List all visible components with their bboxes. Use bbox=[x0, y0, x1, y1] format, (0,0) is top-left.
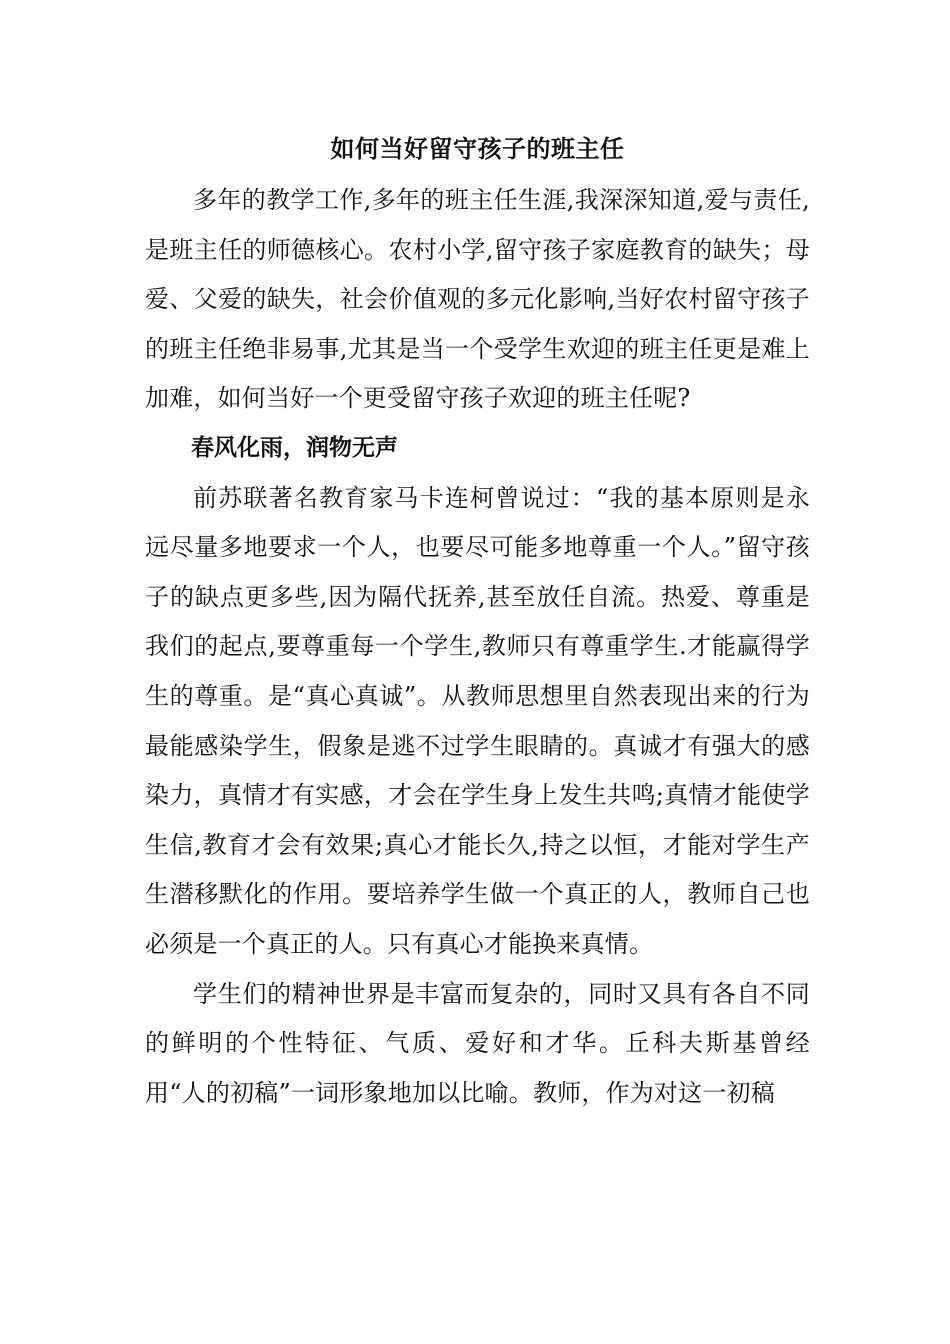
intro-paragraph: 多年的教学工作,多年的班主任生涯,我深深知道,爱与责任,是班主任的师德核心。农村小学,留守孩子家庭教育的缺失；母爱、父爱的缺失，社会价值观的多元化影响,当好农村留守孩子的班主任绝非易事,尤其是当一个受学生欢迎的班主任更是难上加难，如何当好一个更受留守孩子欢迎的班主任呢? bbox=[145, 186, 810, 413]
document-page bbox=[145, 128, 810, 1118]
section-paragraph-1: 前苏联著名教育家马卡连柯曾说过：“我的基本原则是永远尽量多地要求一个人，也要尽可能多地尊重一个人。”留守孩子的缺点更多些,因为隔代抚养,甚至放任自流。热爱、尊重是我们的起点,要尊重每一个学生,教师只有尊重学生.才能赢得学生的尊重。是“真心真诚”。从教师思想里自然表现出来的行为最能感染学生，假象是逃不过学生眼睛的。真诚才有强大的感染力，真情才有实感，才会在学生身上发生共鸣;真情才能使学生信,教育才会有效果;真心才能长久,持之以恒，才能对学生产生潜移默化的作用。要培养学生做一个真正的人，教师自己也必须是一个真正的人。只有真心才能换来真情。 bbox=[145, 483, 810, 958]
section-heading: 春风化雨，润物无声 bbox=[191, 434, 398, 461]
section-paragraph-2: 学生们的精神世界是丰富而复杂的，同时又具有各自不同的鲜明的个性特征、气质、爱好和才华。丘科夫斯基曾经用“人的初稿”一词形象地加以比喻。教师，作为对这一初稿 bbox=[145, 979, 810, 1107]
document-title: 如何当好留守孩子的班主任 bbox=[330, 135, 625, 163]
